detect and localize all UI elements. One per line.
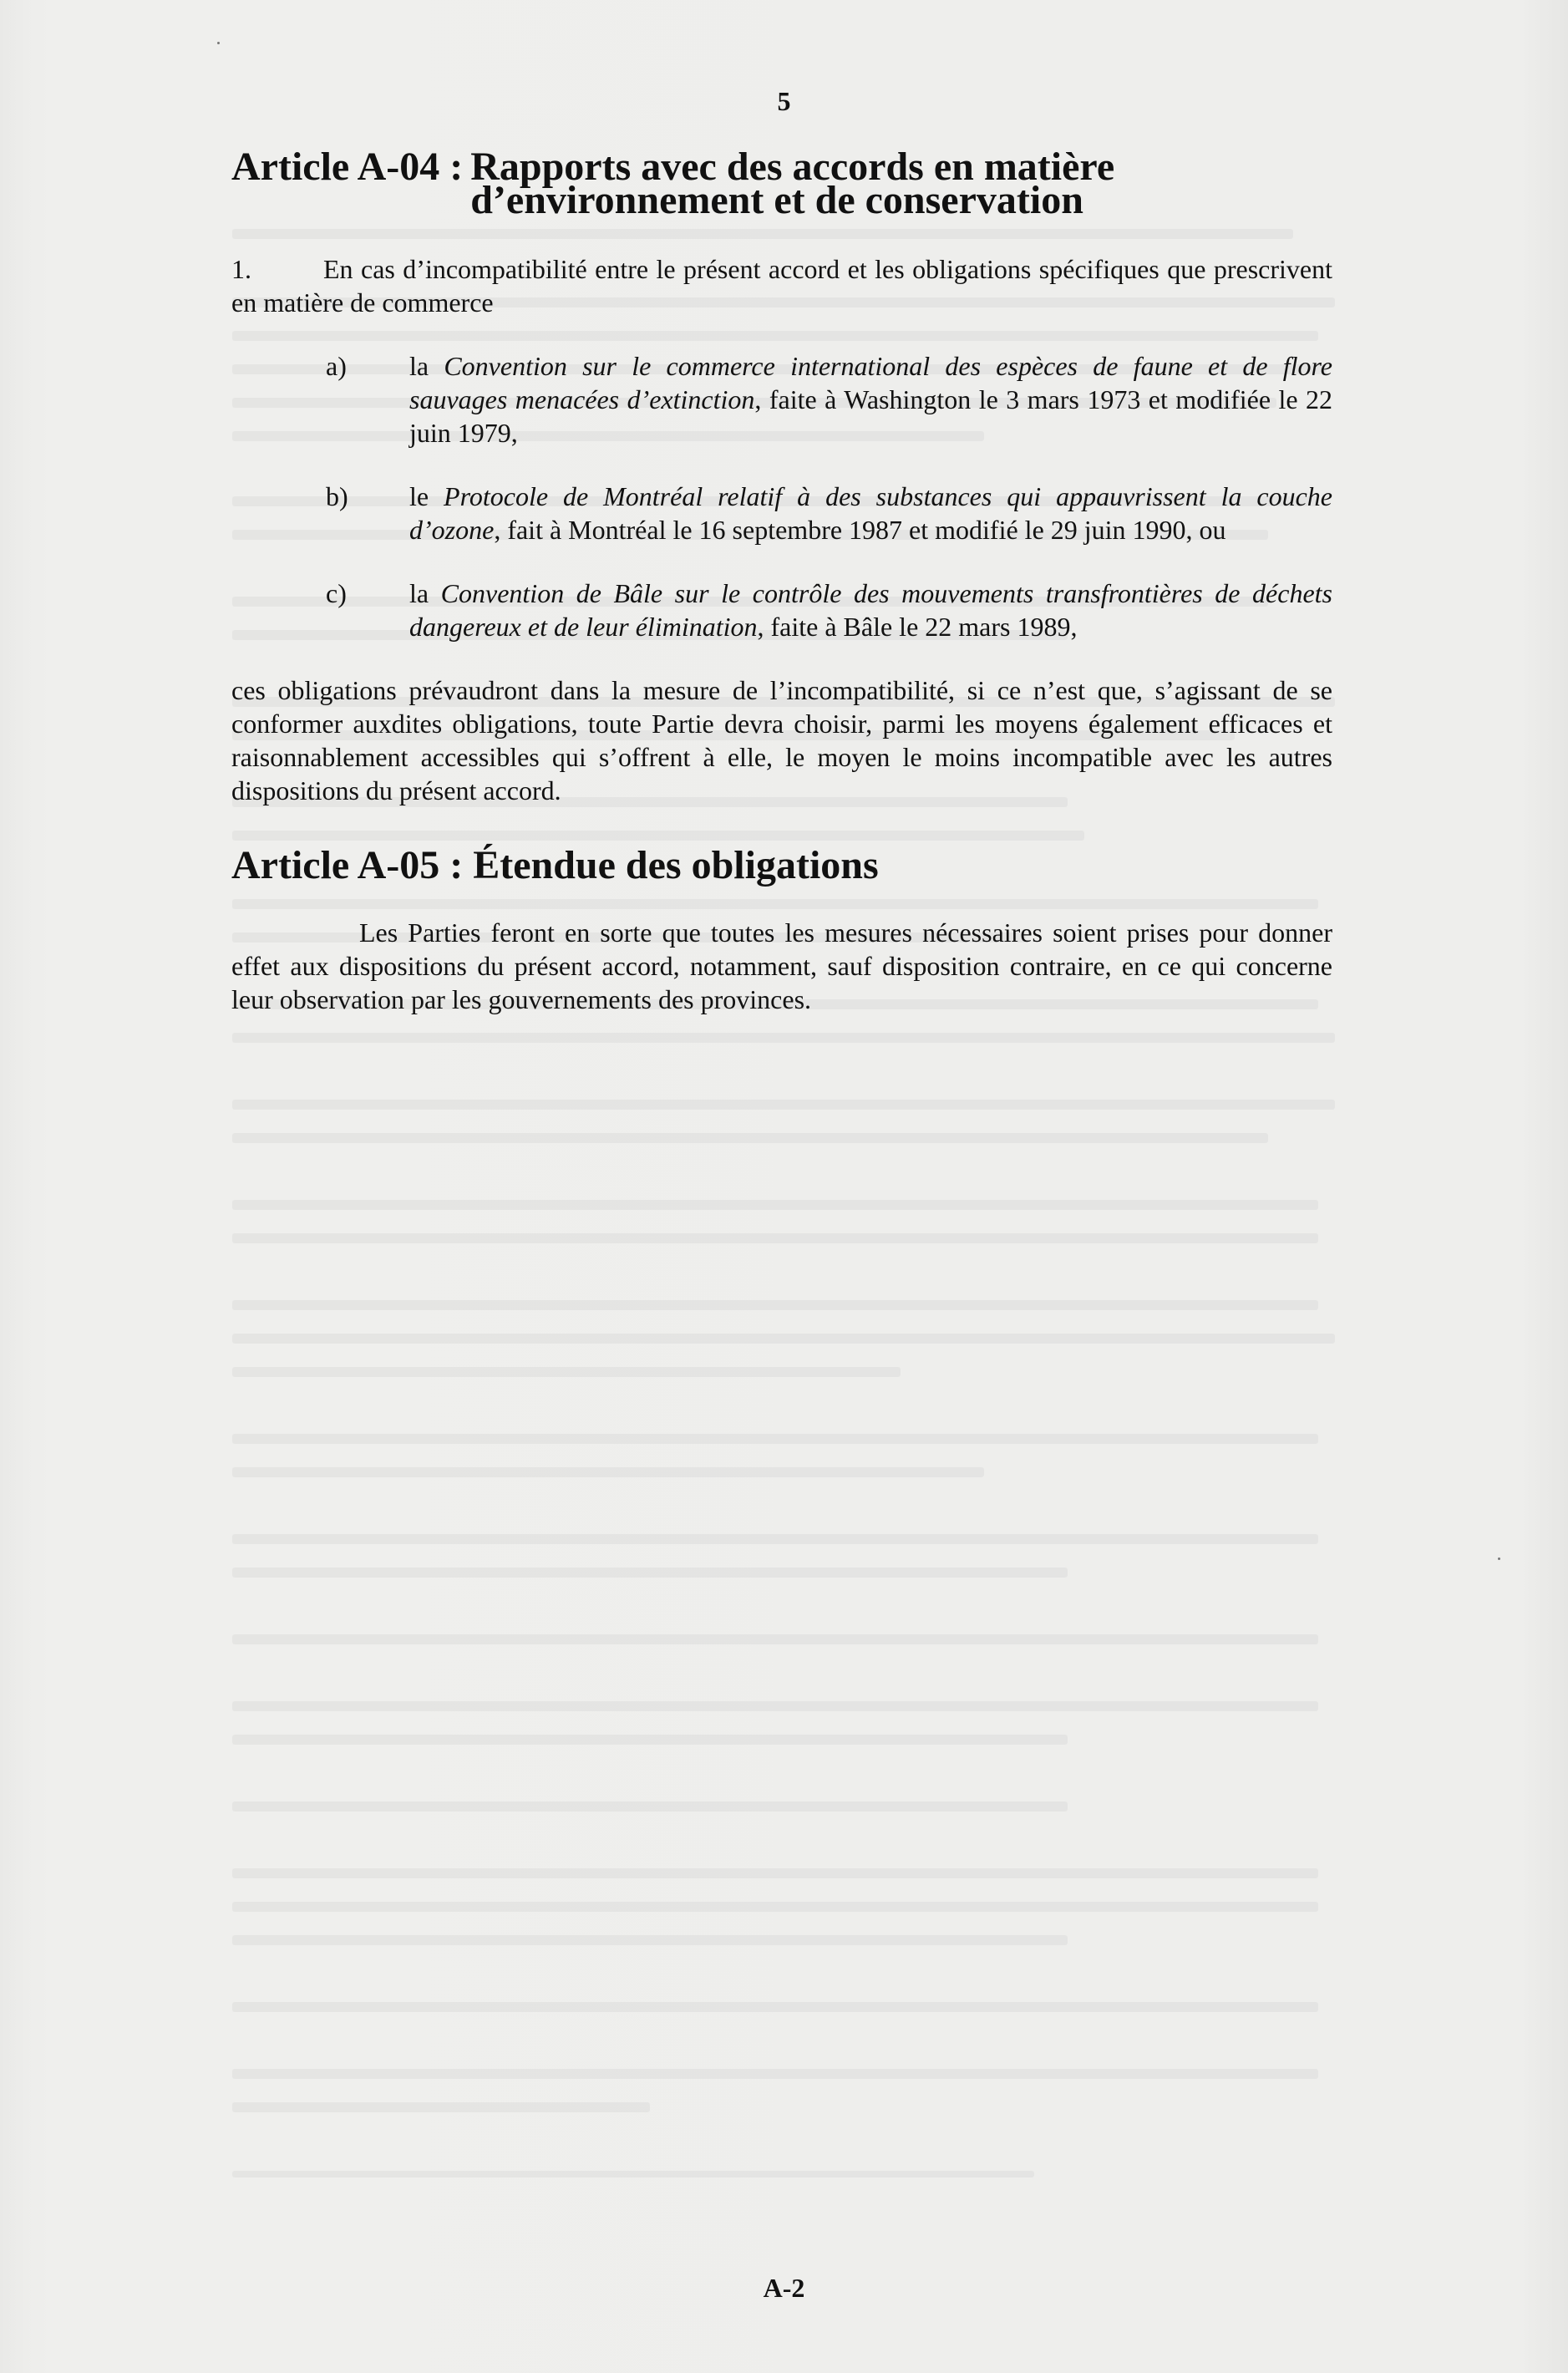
article-a05-heading: Article A-05 : Étendue des obligations <box>231 843 879 887</box>
list-item-text <box>409 577 1332 643</box>
page-number: 5 <box>777 86 791 116</box>
article-a04-label: Article A-04 : <box>231 145 464 189</box>
article-a04-paragraph-1 <box>231 252 1332 319</box>
article-a04-title: Rapports avec des accords en matière d’environnement et de conservation <box>470 145 1115 222</box>
list-item <box>231 480 1332 546</box>
list-item-label: b) <box>326 481 348 511</box>
list-item-prefix: le <box>409 481 444 511</box>
article-a05-paragraph: Les Parties feront en sorte que toutes les mesures nécessaires soient prises pour donner effet aux dispositions du présent accord, notamment, sauf disposition contraire, en ce qui concerne leur observation par les gouvernements des provinces. <box>231 917 1332 1014</box>
article-a04-closing-paragraph: ces obligations prévaudront dans la mesure de l’incompatibilité, si ce n’est que, s’agissant de se conformer auxdites obligations, toute Partie devra choisir, parmi les moyens également efficaces et raisonnablement accessibles qui s’offrent à elle, le moyen le moins incompatible avec les autres dispositions du présent accord. <box>231 675 1332 805</box>
convention-title: Convention sur le commerce international des espèces de faune et de flore sauvages menacées d’extinction <box>409 351 1333 414</box>
list-item-prefix: la <box>409 351 444 381</box>
list-item-label: a) <box>326 351 347 381</box>
list-item-text <box>409 480 1332 546</box>
list-item <box>231 349 1332 450</box>
list-item-suffix: , faite à Bâle le 22 mars 1989, <box>757 612 1078 642</box>
paragraph-text: En cas d’incompatibilité entre le présent accord et les obligations spécifiques que prescrivent en matière de commerce <box>231 254 1332 318</box>
list-item-suffix: , faite à Washington le 3 mars 1973 et modifiée le 22 juin 1979, <box>409 384 1333 448</box>
paper-speck <box>1498 1557 1500 1560</box>
footer-page-number: A-2 <box>763 2273 805 2303</box>
list-item-label: c) <box>326 578 347 608</box>
list-item-suffix: , fait à Montréal le 16 septembre 1987 et modifié le 29 juin 1990, ou <box>494 515 1226 545</box>
list-item-text <box>409 349 1332 450</box>
convention-title: Convention de Bâle sur le contrôle des mouvements transfrontières de déchets dangereux et de leur élimination <box>409 578 1333 642</box>
document-body <box>231 145 1333 1016</box>
list-item <box>231 577 1332 643</box>
list-item-prefix: la <box>409 578 441 608</box>
protocol-title: Protocole de Montréal relatif à des substances qui appauvrissent la couche d’ozone <box>409 481 1333 545</box>
article-a04-heading <box>231 145 1332 222</box>
paragraph-number: 1. <box>231 254 251 284</box>
paper-speck <box>217 42 220 44</box>
